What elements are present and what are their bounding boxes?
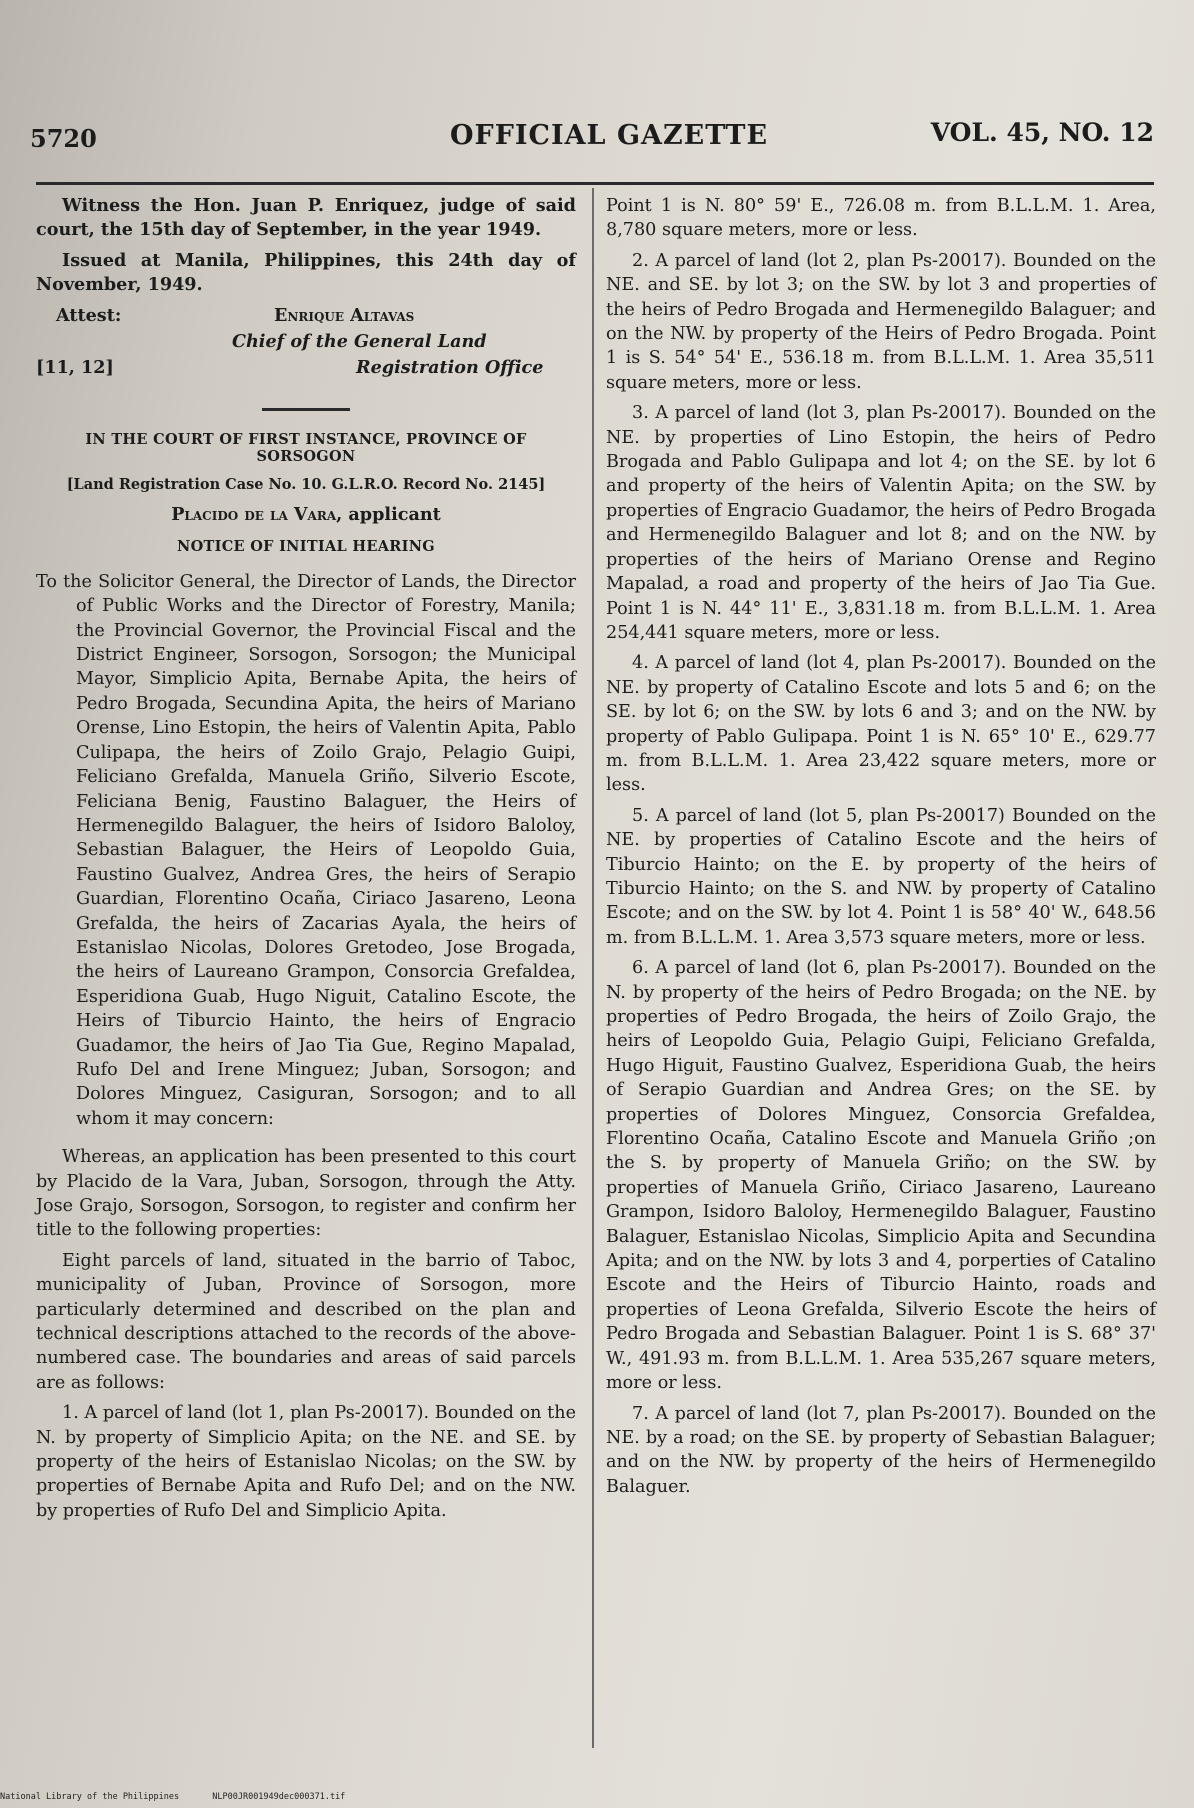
whereas-paragraph: Whereas, an application has been presented to this court by Placido de la Vara, Juban, Sorsogon, through the Atty. Jose Grajo, Sorsogon, Sorsogon, to register and confirm her title to the following properties: <box>36 1147 576 1241</box>
parcel-7-paragraph: 7. A parcel of land (lot 7, plan Ps-20017). Bounded on the NE. by a road; on the SE. by property of Sebastian Balaguer; and on the NW. by property of the heirs of Hermenegildo Balaguer. <box>606 1403 1156 1497</box>
parcels-intro-paragraph: Eight parcels of land, situated in the barrio of Taboc, municipality of Juban, Province of Sorsogon, more particularly determined and described on the plan and technical descriptions attached to the records of the above-numbered case. The boundaries and areas of said parcels are as follows: <box>36 1250 576 1393</box>
page-header <box>30 118 1154 166</box>
right-column <box>606 194 1156 1505</box>
court-heading: IN THE COURT OF FIRST INSTANCE, PROVINCE OF SORSOGON <box>85 430 527 465</box>
parcel-1-paragraph: 1. A parcel of land (lot 1, plan Ps-20017). Bounded on the N. by property of Simplicio Apita; on the NE. and SE. by property of the heirs of Estanislao Nicolas; on the SW. by properties of Bernabe Apita and Rufo Del; and on the NW. by properties of Rufo Del and Simplicio Apita. <box>36 1403 576 1521</box>
scan-filename: NLP00JR001949dec000371.tif <box>212 1792 346 1802</box>
parcel-2-paragraph: 2. A parcel of land (lot 2, plan Ps-20017). Bounded on the NE. and SE. by lot 3; on the SW. by lot 3 and properties of the heirs of Pedro Brogada and Hermenegildo Balaguer; and on the NW. by property of the Heirs of Pedro Brogada. Point 1 is S. 54° 54' E., 536.18 m. from B.L.L.M. 1. Area 35,511 square meters, more or less. <box>606 250 1156 393</box>
signatory-title-line-1: Chief of the General Land <box>232 330 487 352</box>
header-rule <box>36 182 1154 185</box>
witness-paragraph: Witness the Hon. Juan P. Enriquez, judge of said court, the 15th day of September, in the year 1949. <box>36 195 576 241</box>
volume-number: VOL. 45, NO. 12 <box>930 118 1154 147</box>
attest-label: Attest: <box>56 304 122 326</box>
parcel-1-continuation: Point 1 is N. 80° 59' E., 726.08 m. from B.L.L.M. 1. Area, 8,780 square meters, more or less. <box>606 196 1156 241</box>
page-number: 5720 <box>30 124 97 153</box>
signatory-title-line-2: Registration Office <box>356 356 544 378</box>
addressees-paragraph: To the Solicitor General, the Director of Lands, the Director of Public Works and the Director of Forestry, Manila; the Provincial Governor, the Provincial Fiscal and the District Engineer, Sorsogon, Sorsogon; the Municipal Mayor, Simplicio Apita, Bernabe Apita, the heirs of Pedro Brogada, Secundina Apita, the heirs of Mariano Orense, Lino Estopin, the heirs of Valentin Apita, Pablo Culipapa, the heirs of Zoilo Grajo, Pelagio Guipi, Feliciano Grefalda, Manuela Griño, Silverio Escote, Feliciana Benig, Faustino Balaguer, the Heirs of Hermenegildo Balaguer, the heirs of Isidoro Baloloy, Sebastian Balaguer, the Heirs of Leopoldo Guia, Faustino Gualvez, Andrea Gres, the heirs of Serapio Guardian, Florentino Ocaña, Ciriaco Jasareno, Leona Grefalda, the heirs of Zacarias Ayala, the heirs of Estanislao Nicolas, Dolores Gretodeo, Jose Brogada, the heirs of Laureano Grampon, Consorcia Grefaldea, Esperidiona Guab, Hugo Niguit, Catalino Escote, the Heirs of Tiburcio Hainto, the heirs of Engracio Guadamor, the heirs of Jao Tia Gue, Regino Mapalad, Rufo Del and Irene Minguez; Juban, Sorsogon; and Dolores Minguez, Casiguran, Sorsogon; and to all whom it may concern: <box>36 571 576 1129</box>
parcel-3-paragraph: 3. A parcel of land (lot 3, plan Ps-20017). Bounded on the NE. by properties of Lino Estopin, the heirs of Pedro Brogada and Pablo Gulipapa and lot 4; on the SE. by lot 6 and property of the heirs of Valentin Apita; on the SW. by properties of Engracio Guadamor, the heirs of Pedro Brogada and Hermenegildo Balaguer and lot 8; and on the NW. by properties of the heirs of Mariano Orense and Regino Mapalad, a road and property of the heirs of Jao Tia Gue. Point 1 is N. 44° 11' E., 3,831.18 m. from B.L.L.M. 1. Area 254,441 square meters, more or less. <box>606 403 1156 643</box>
library-credit: National Library of the Philippines <box>0 1792 180 1802</box>
applicant-line <box>36 503 576 527</box>
applicant-role: applicant <box>342 504 441 526</box>
left-column <box>36 194 576 1529</box>
scan-footer <box>0 1792 373 1802</box>
applicant-name: Placido de la Vara, <box>171 504 343 526</box>
parcel-6-paragraph: 6. A parcel of land (lot 6, plan Ps-20017). Bounded on the N. by property of the heirs of Pedro Brogada; on the NE. by properties of Pedro Brogada, the heirs of Zoilo Grajo, the heirs of Leopoldo Guia, Pelagio Guipi, Feliciano Grefalda, Hugo Higuit, Faustino Gualvez, Esperidiona Guab, the heirs of Serapio Guardian and Andrea Gres; on the SE. by properties of Dolores Minguez, Consorcia Grefaldea, Florentino Ocaña, Catalino Escote and Manuela Griño ;on the S. by property of Manuela Griño; on the SW. by properties of Manuela Griño, Ciriaco Jasareno, Laureano Grampon, Isidoro Baloloy, Hermenegildo Balaguer, Faustino Balaguer, Estanislao Nicolas, Simplicio Apita and Secundina Apita; and on the NW. by lots 3 and 4, porperties of Catalino Escote and the Heirs of Tiburcio Hainto, roads and properties of Leona Grefalda, Silverio Escote the heirs of Pedro Brogada and Sebastian Balaguer. Point 1 is S. 68° 37' W., 491.93 m. from B.L.L.M. 1. Area 535,267 square meters, more or less. <box>606 958 1156 1394</box>
signature-block <box>36 304 576 386</box>
section-divider <box>262 408 350 411</box>
publication-title: OFFICIAL GAZETTE <box>450 120 769 151</box>
issue-numbers: [11, 12] <box>36 356 114 378</box>
parcel-5-paragraph: 5. A parcel of land (lot 5, plan Ps-20017) Bounded on the NE. by properties of Catalino Escote and the heirs of Tiburcio Hainto; on the E. by property of the heirs of Tiburcio Hainto; on the S. and NW. by property of Catalino Escote; and on the SW. by lot 4. Point 1 is 58° 40' W., 648.56 m. from B.L.L.M. 1. Area 3,573 square meters, more or less. <box>606 805 1156 948</box>
issued-paragraph: Issued at Manila, Philippines, this 24th day of November, 1949. <box>36 249 576 296</box>
notice-heading: NOTICE OF INITIAL HEARING <box>177 538 435 556</box>
case-reference: [Land Registration Case No. 10. G.L.R.O. Record No. 2145] <box>66 475 546 493</box>
parcel-4-paragraph: 4. A parcel of land (lot 4, plan Ps-20017). Bounded on the NE. by property of Catalino Escote and lots 5 and 6; on the SE. by lot 6; on the SW. by lots 6 and 3; and on the NW. by property of Pablo Gulipapa. Point 1 is N. 65° 10' E., 629.77 m. from B.L.L.M. 1. Area 23,422 square meters, more or less. <box>606 653 1156 796</box>
signatory-name: Enrique Altavas <box>274 304 415 326</box>
